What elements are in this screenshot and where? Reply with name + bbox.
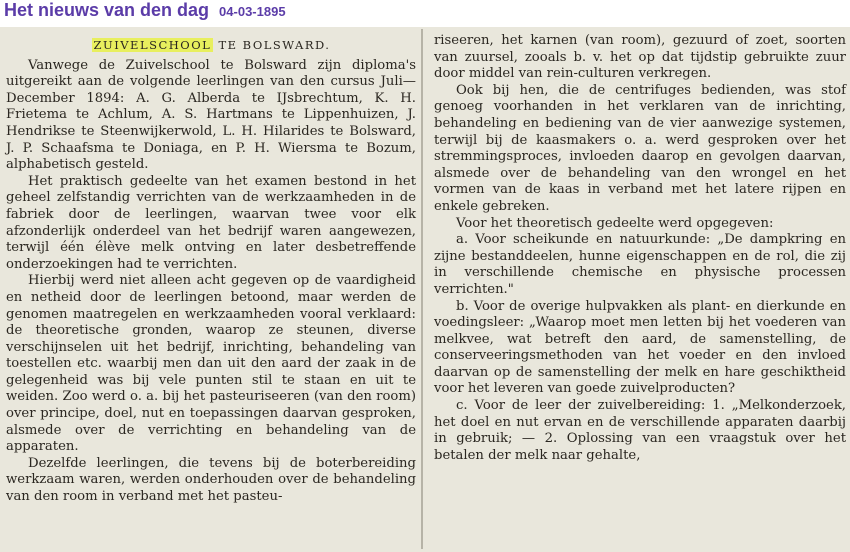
paragraph: c. Voor de leer der zuivelbereiding: 1. „Melkonderzoek, het doel en nut ervan en de verschillende apparaten daarbij in gebruik; — 2. Oplossing van een vraagstuk over het betalen der melk naar gehalte,: [434, 398, 846, 463]
page-header: [4, 0, 286, 26]
paragraph: riseeren, het karnen (van room), gezuurd of zoet, soorten van zuursel, zooals b. v. het op dat tijdstip gebruikte zuur door middel van rein-culturen verkregen.: [434, 33, 846, 82]
article-headline: [6, 37, 416, 54]
column-divider: [421, 29, 423, 549]
paragraph: Vanwege de Zuivelschool te Bolsward zijn diploma's uitgereikt aan de volgende leerlingen van den cursus Juli—December 1894: A. G. Alberda te IJsbrechtum, K. H. Frietema te Achlum, A. S. Hartmans te Lippenhuizen, J. Hendrikse te Steenwijkerwold, L. H. Hilarides te Bolsward, J. P. Schaafsma te Doniaga, en P. H. Wiersma te Bozum, alphabetisch gesteld.: [6, 57, 416, 173]
paragraph: Voor het theoretisch gedeelte werd opgegeven:: [456, 215, 774, 231]
newspaper-title: Het nieuws van den dag: [4, 0, 210, 20]
paragraph: a. Voor scheikunde en natuurkunde: „De dampkring en zijne bestanddeelen, hunne eigenschappen en de rol, die zij in verschillende chemische en physische processen verrichten.": [434, 232, 846, 297]
paragraph: Dezelfde leerlingen, die tevens bij de boterbereiding werkzaam waren, werden onderhouden over de behandeling van den room in verband met het pasteu-: [6, 455, 416, 505]
newspaper-date: 04-03-1895: [219, 4, 286, 19]
paragraph: Ook bij hen, die de centrifuges bedienden, was stof genoeg voorhanden in het verklaren van de inrichting, behandeling en bediening van de vier aanwezige systemen, terwijl bij de kaasmakers o. a. werd gesproken over het stremmingsproces, invloeden daarop en gevolgen daarvan, alsmede over de behandeling van den wrongel en het vormen van de kaas in verband met het latere rijpen en enkele gebreken.: [434, 82, 846, 214]
paragraph: b. Voor de overige hulpvakken als plant- en dierkunde en voedingsleer: „Waarop moet men letten bij het voederen van melkvee, wat betreft den aard, de samenstelling, de conserveeringsmethoden van het voeder en den invloed daarvan op de samenstelling der melk en hare geschiktheid voor het leveren van goede zuivelproducten?: [434, 298, 846, 397]
paragraph: Het praktisch gedeelte van het examen bestond in het geheel zelfstandig verrichten van de werkzaamheden in de fabriek door de leerlingen, waarvan twee voor elk afzonderlijk onderdeel van het bedrijf waren aangewezen, terwijl één élève melk ontving en later desbetreffende onderzoekingen had te verrichten.: [6, 173, 416, 272]
article-column-right: [434, 27, 846, 552]
headline-highlight: ZUIVELSCHOOL: [93, 38, 212, 52]
article-column-left: [6, 27, 416, 552]
newspaper-clipping: [0, 27, 850, 552]
headline-rest: TE BOLSWARD.: [213, 38, 331, 52]
paragraph: Hierbij werd niet alleen acht gegeven op de vaardigheid en netheid door de leerlingen betoond, maar werden de genomen maatregelen en werkzaamheden vooral verklaard: de theoretische gronden, waarop ze steunen, diverse verschijnselen uit het bedrijf, inrichting, behandeling van toestellen etc. waarbij men dan uit den aard der zaak in de gelegenheid was bij vele punten stil te staan en uit te weiden. Zoo werd o. a. bij het pasteuriseeren (van den room) over principe, doel, nut en toepassingen daarvan gesproken, alsmede over de verrichting en behandeling van de apparaten.: [6, 273, 416, 455]
